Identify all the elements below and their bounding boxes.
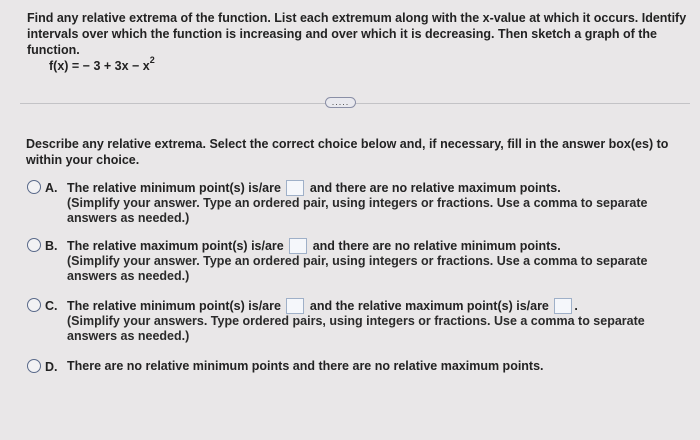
choice-a-letter: A. — [45, 181, 58, 195]
choice-b-body — [67, 238, 667, 284]
choice-c-body — [67, 298, 667, 344]
choice-c-text-before: The relative minimum point(s) is/are — [67, 299, 281, 313]
choice-c-letter: C. — [45, 299, 58, 313]
expand-more-button[interactable]: ..... — [325, 97, 356, 108]
choice-a-text-after: and there are no relative maximum points. — [309, 181, 561, 195]
choice-d-body — [67, 359, 667, 374]
choice-b-hint: (Simplify your answer. Type an ordered pair, using integers or fractions. Use a comma to separate answers as needed.) — [67, 254, 648, 283]
choice-d-letter: D. — [45, 360, 58, 374]
radio-choice-a[interactable] — [27, 180, 41, 194]
question-instructions: Find any relative extrema of the function. List each extremum along with the x-value at which it occurs. Identify intervals over which the function is increasing and over which it is decreasing. Then sketch a graph of the function. — [27, 11, 687, 57]
choice-c-text-after: . — [574, 299, 578, 313]
choice-b-letter: B. — [45, 239, 58, 253]
choice-a-answer-box[interactable] — [286, 180, 304, 196]
choice-a-text-before: The relative minimum point(s) is/are — [67, 181, 281, 195]
choice-c-min-answer-box[interactable] — [286, 298, 304, 314]
choice-a-body — [67, 180, 667, 226]
radio-choice-b[interactable] — [27, 238, 41, 252]
choice-b-text-after: and there are no relative minimum points. — [312, 239, 561, 253]
choice-c-hint: (Simplify your answers. Type ordered pairs, using integers or fractions. Use a comma to separate answers as needed.) — [67, 314, 645, 343]
radio-choice-c[interactable] — [27, 298, 41, 312]
choice-c-text-middle: and the relative maximum point(s) is/are — [309, 299, 549, 313]
choice-a-hint: (Simplify your answer. Type an ordered pair, using integers or fractions. Use a comma to separate answers as needed.) — [67, 196, 648, 225]
choice-b-text-before: The relative maximum point(s) is/are — [67, 239, 284, 253]
function-exponent: 2 — [149, 55, 155, 65]
choice-c-max-answer-box[interactable] — [554, 298, 572, 314]
choice-prompt: Describe any relative extrema. Select the correct choice below and, if necessary, fill in the answer box(es) to within your choice. — [26, 137, 669, 167]
choice-b-answer-box[interactable] — [289, 238, 307, 254]
choice-d-text: There are no relative minimum points and there are no relative maximum points. — [67, 359, 544, 373]
radio-choice-d[interactable] — [27, 359, 41, 373]
function-base: f(x) = − 3 + 3x − x — [49, 59, 150, 74]
function-expression — [49, 57, 155, 73]
